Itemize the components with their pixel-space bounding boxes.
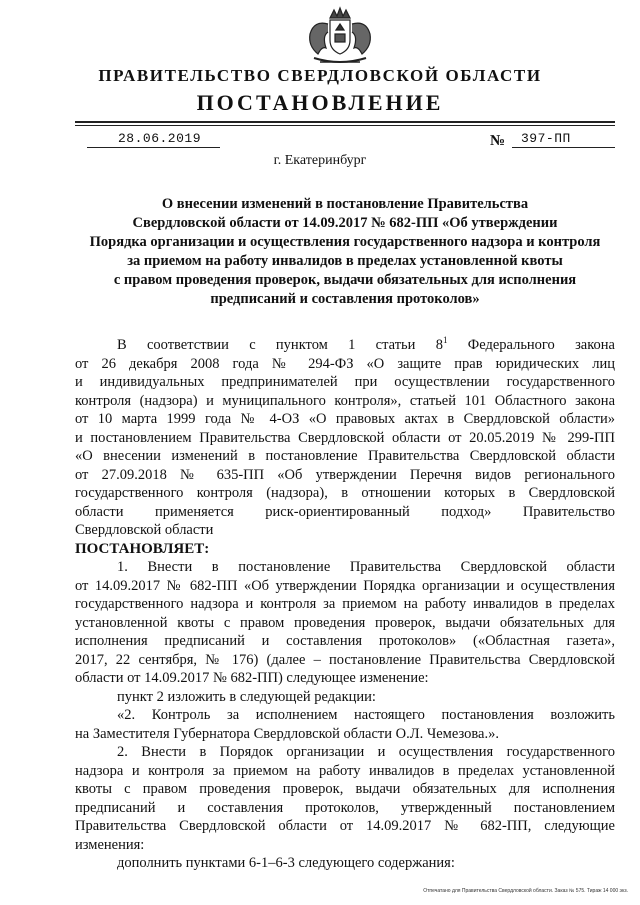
preamble-line: от 26 декабря 2008 года № 294-ФЗ «О защите прав юридических лиц [75,355,615,372]
organization-name: ПРАВИТЕЛЬСТВО СВЕРДЛОВСКОЙ ОБЛАСТИ [98,66,542,85]
preamble-line: контроля (надзора) и муниципального контроля», статьей 101 Областного закона [75,392,615,409]
title-line: О внесении изменений в постановление Правительства [161,196,529,212]
title-line: за приемом на работу инвалидов в пределах установленной квоты [127,253,563,269]
preamble-line: «О внесении изменений в постановление Правительства Свердловской области [75,448,615,464]
preamble-line: Свердловской области [75,522,214,538]
document-type: ПОСТАНОВЛЕНИЕ [196,90,444,115]
item1-quote: на Заместителя Губернатора Свердловской области О.Л. Чемезова.». [75,725,499,742]
item2-line: 2. Внести в Порядок организации и осуществления государственного [117,744,615,760]
item1-line: 2017, 22 сентября, № 176) (далее – постановление Правительства Свердловской [75,651,615,668]
document-date: 28.06.2019 [118,131,202,146]
title-line: Порядка организации и осуществления государственного надзора и контроля [89,234,601,250]
city: г. Екатеринбург [273,153,367,168]
document-number: 397-ПП [521,131,571,146]
document-body [75,336,615,873]
item2-line: Правительства Свердловской области от 14.09.2017 № 682-ПП, следующие [75,818,615,834]
preamble-line: и постановлением Правительства Свердловской области от 20.05.2019 № 299-ПП [75,429,615,446]
item1-line: 1. Внести в постановление Правительства Свердловской области [117,559,615,575]
header-divider-thick [75,121,615,123]
coat-of-arms-icon [300,6,380,68]
preamble-line: и индивидуальных предпринимателей при осуществлении государственного [75,374,615,390]
title-line: Свердловской области от 14.09.2017 № 682-ПП «Об утверждении [132,215,558,231]
item1-line: области от 14.09.2017 № 682-ПП) следующее изменение: [75,670,429,686]
item2-line: изменения: [75,836,145,853]
item1-quote: «2. Контроль за исполнением настоящего постановления возложить [117,707,615,723]
item1-line: исполнения предписаний и составления протоколов» («Областная газета», [75,633,615,649]
item2-line: квоты с правом проведения проверок, выдачи обязательных для исполнения [75,781,615,797]
number-sign: № [490,133,506,149]
preamble-line: государственного контроля (надзора), в отношении которых в Свердловской [75,485,615,501]
document-title [75,195,615,309]
title-line: предписаний и составления протоколов» [210,291,480,307]
item2-line: надзора и контроля за приемом на работу инвалидов в пределах установленной [75,762,615,779]
number-underline [512,147,615,148]
preamble-line: области применяется риск-ориентированный подход» Правительство [75,503,615,520]
item1-sub: пункт 2 изложить в следующей редакции: [117,688,376,705]
preamble-line: от 27.09.2018 № 635-ПП «Об утверждении Перечня видов регионального [75,466,615,483]
decree-word: ПОСТАНОВЛЯЕТ: [75,540,210,557]
item1-line: от 14.09.2017 № 682-ПП «Об утверждении Порядка организации и осуществления [75,577,615,594]
header-divider-thin [75,125,615,126]
print-footer: Отпечатано для Правительства Свердловской области. Заказ № 575. Тираж 14 000 экз. [423,888,628,894]
date-underline [87,147,220,148]
item1-line: государственного надзора и контроля за приемом на работу инвалидов в пределах [75,596,615,612]
preamble-line: В соответствии с пунктом 1 статьи $8^1$ Федерального закона [117,335,615,353]
preamble-line: от 10 марта 1999 года № 4-ОЗ «О правовых актах в Свердловской области» [75,411,615,427]
item2-line: предписаний и составления протоколов, утвержденный постановлением [75,799,615,816]
item1-line: установленной квоты с правом проведения проверок, выдачи обязательных для [75,614,615,631]
title-line: с правом проведения проверок, выдачи обязательных для исполнения [113,272,577,288]
item2-sub: дополнить пунктами 6-1–6-3 следующего содержания: [117,855,455,871]
